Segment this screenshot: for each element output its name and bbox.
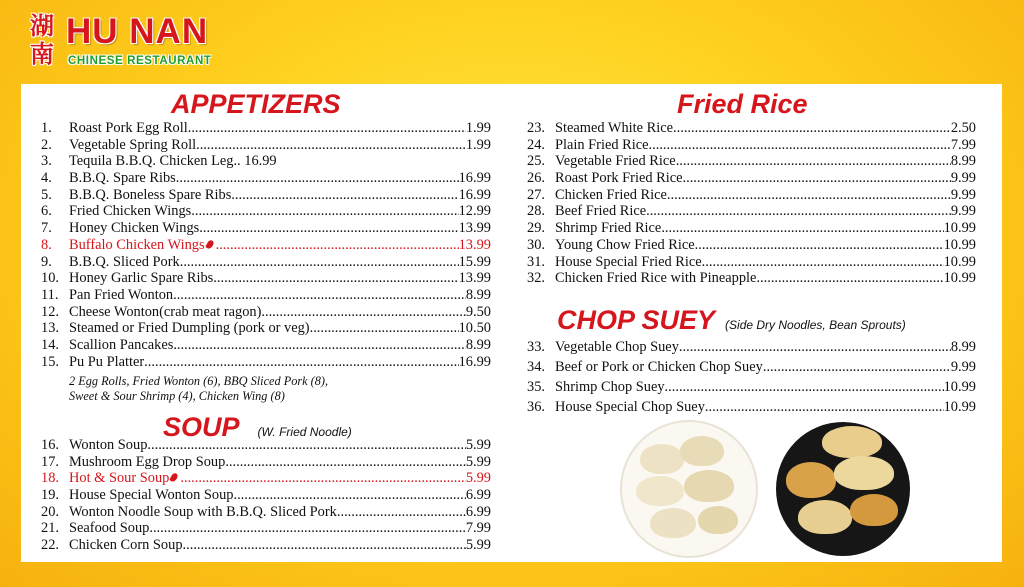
item-price: 10.99	[943, 220, 976, 237]
menu-item	[41, 470, 491, 487]
menu-item	[527, 153, 976, 170]
item-price: 8.99	[950, 153, 976, 170]
dot-leader	[649, 137, 951, 154]
item-number: 22.	[41, 537, 59, 554]
item-number: 5.	[41, 186, 52, 203]
item-name: Chicken Corn Soup	[69, 537, 183, 554]
dot-leader	[310, 320, 459, 337]
menu-item	[41, 170, 491, 187]
menu-item	[41, 270, 491, 287]
item-name: Mushroom Egg Drop Soup	[69, 453, 226, 470]
menu-item	[41, 487, 491, 504]
item-price: 13.99	[458, 270, 491, 287]
menu-item	[527, 254, 976, 271]
item-price: 5.99	[465, 470, 491, 487]
menu-item	[41, 254, 491, 271]
item-name: Honey Chicken Wings	[69, 220, 200, 237]
dot-leader	[702, 254, 944, 271]
item-name: Tequila B.B.Q. Chicken Leg.. 16.99	[69, 153, 277, 170]
item-number: 13.	[41, 320, 59, 337]
item-number: 6.	[41, 203, 52, 220]
item-name: House Special Chop Suey	[555, 399, 705, 415]
item-price: 5.99	[465, 537, 491, 554]
menu-item	[41, 337, 491, 354]
dot-leader	[665, 377, 944, 397]
fried-dumplings-photo	[776, 422, 910, 556]
item-number: 8.	[41, 236, 52, 253]
chop-suey-heading: CHOP SUEY	[557, 305, 716, 335]
item-price: 5.99	[465, 437, 491, 453]
dot-leader	[679, 337, 951, 357]
item-price: 9.99	[950, 359, 976, 375]
item-name: Steamed or Fried Dumpling (pork or veg)	[69, 320, 310, 337]
dot-leader	[147, 437, 465, 454]
item-name: Chicken Fried Rice with Pineapple	[555, 270, 757, 287]
chop-suey-note: (Side Dry Noodles, Bean Sprouts)	[725, 318, 906, 332]
item-number: 12.	[41, 303, 59, 320]
item-number: 31.	[527, 253, 545, 270]
item-price: 12.99	[458, 203, 491, 220]
item-name: Vegetable Chop Suey	[555, 339, 679, 355]
item-name: Scallion Pancakes	[69, 336, 174, 353]
dot-leader	[261, 304, 465, 321]
item-name: Plain Fried Rice	[555, 136, 649, 153]
menu-item	[41, 220, 491, 237]
item-number: 32.	[527, 270, 545, 287]
menu-item	[41, 237, 491, 254]
item-number: 11.	[41, 286, 59, 303]
dot-leader	[199, 220, 458, 237]
item-price: 9.99	[950, 203, 976, 220]
steamed-dumplings-photo	[620, 420, 758, 558]
appetizers-list	[41, 120, 491, 370]
item-number: 1.	[41, 120, 52, 136]
dot-leader	[756, 270, 943, 287]
menu-item	[41, 437, 491, 454]
item-number: 19.	[41, 487, 59, 504]
item-name: House Special Wonton Soup	[69, 487, 234, 504]
chili-pepper-icon	[205, 239, 215, 250]
item-number: 15.	[41, 353, 59, 370]
dot-leader	[176, 170, 459, 187]
item-name: Pu Pu Platter	[69, 353, 145, 370]
platter-desc-line-1: 2 Egg Rolls, Fried Wonton (6), BBQ Sliced Pork (8),	[69, 374, 329, 388]
dot-leader	[705, 397, 944, 417]
dot-leader	[173, 287, 466, 304]
item-price: 5.99	[465, 453, 491, 470]
menu-item	[527, 237, 976, 254]
item-price: 10.99	[943, 236, 976, 253]
item-name: Hot & Sour Soup	[69, 470, 170, 487]
item-price: 15.99	[458, 253, 491, 270]
dot-leader	[661, 220, 943, 237]
item-name: Chicken Fried Rice	[555, 186, 667, 203]
restaurant-name: HU NAN	[66, 12, 209, 51]
dot-leader	[216, 237, 459, 254]
item-number: 14.	[41, 336, 59, 353]
item-price: 8.99	[465, 286, 491, 303]
item-number: 2.	[41, 136, 52, 153]
item-name: Pan Fried Wonton	[69, 286, 174, 303]
item-name: Fried Chicken Wings	[69, 203, 192, 220]
logo	[22, 10, 282, 74]
item-price: 16.99	[458, 353, 491, 370]
item-price: 9.99	[950, 170, 976, 187]
item-number: 27.	[527, 186, 545, 203]
menu-item	[527, 377, 976, 397]
dot-leader	[173, 337, 466, 354]
item-number: 3.	[41, 153, 52, 170]
dot-leader	[337, 504, 466, 521]
item-price: 9.50	[465, 303, 491, 320]
item-number: 30.	[527, 236, 545, 253]
item-price: 1.99	[465, 136, 491, 153]
item-name: Vegetable Spring Roll	[69, 136, 197, 153]
menu-item	[41, 203, 491, 220]
menu-item	[41, 187, 491, 204]
item-number: 29.	[527, 220, 545, 237]
item-price: 16.99	[458, 170, 491, 187]
item-price: 7.99	[950, 136, 976, 153]
item-price: 10.99	[943, 399, 976, 415]
chili-pepper-icon	[170, 472, 180, 483]
item-number: 36.	[527, 399, 545, 415]
item-name: Shrimp Fried Rice	[555, 220, 662, 237]
dot-leader	[213, 270, 458, 287]
soup-heading: SOUP	[163, 412, 240, 442]
dot-leader	[196, 137, 466, 154]
item-name: Buffalo Chicken Wings	[69, 236, 205, 253]
dot-leader	[763, 357, 951, 377]
item-number: 35.	[527, 379, 545, 395]
restaurant-subtitle: CHINESE RESTAURANT	[68, 55, 212, 67]
item-number: 33.	[527, 339, 545, 355]
item-name: Vegetable Fried Rice	[555, 153, 676, 170]
item-number: 20.	[41, 503, 59, 520]
dot-leader	[180, 254, 459, 271]
item-number: 10.	[41, 270, 59, 287]
item-price: 16.99	[458, 186, 491, 203]
chop-suey-header	[557, 305, 906, 335]
item-number: 18.	[41, 470, 59, 487]
item-price: 8.99	[950, 339, 976, 355]
menu-item	[41, 520, 491, 537]
dot-leader	[191, 203, 458, 220]
menu-item	[41, 320, 491, 337]
item-name: Roast Pork Egg Roll	[69, 120, 188, 136]
menu-item	[527, 220, 976, 237]
dot-leader	[673, 120, 951, 137]
item-name: Young Chow Fried Rice	[555, 236, 695, 253]
chop-suey-list	[527, 337, 976, 417]
item-number: 26.	[527, 170, 545, 187]
menu-item	[41, 287, 491, 304]
item-name: Wonton Soup	[69, 437, 148, 453]
platter-desc-line-2: Sweet & Sour Shrimp (4), Chicken Wing (8)	[69, 389, 285, 403]
logo-chinese-characters: 湖南	[30, 12, 54, 68]
item-price: 10.99	[943, 270, 976, 287]
pu-pu-platter-description	[69, 374, 328, 404]
dot-leader	[180, 470, 465, 487]
menu-item	[527, 137, 976, 154]
item-number: 34.	[527, 359, 545, 375]
fried-rice-list	[527, 120, 976, 287]
dot-leader	[695, 237, 944, 254]
menu-item	[527, 337, 976, 357]
menu-item	[527, 120, 976, 137]
item-price: 9.99	[950, 186, 976, 203]
appetizers-heading: APPETIZERS	[171, 89, 341, 119]
item-number: 7.	[41, 220, 52, 237]
item-number: 9.	[41, 253, 52, 270]
item-name: B.B.Q. Boneless Spare Ribs	[69, 186, 232, 203]
dot-leader	[231, 187, 458, 204]
item-number: 4.	[41, 170, 52, 187]
item-price: 6.99	[465, 503, 491, 520]
item-number: 16.	[41, 437, 59, 453]
menu-item	[527, 270, 976, 287]
menu-item	[41, 454, 491, 471]
menu-item	[41, 537, 491, 554]
item-number: 23.	[527, 120, 545, 136]
item-price: 10.99	[943, 379, 976, 395]
menu-item	[527, 357, 976, 377]
item-name: Honey Garlic Spare Ribs	[69, 270, 214, 287]
dot-leader	[676, 153, 951, 170]
item-price: 6.99	[465, 487, 491, 504]
item-number: 21.	[41, 520, 59, 537]
item-price: 10.99	[943, 253, 976, 270]
dot-leader	[646, 203, 951, 220]
item-price: 10.50	[458, 320, 491, 337]
dot-leader	[188, 120, 466, 137]
item-name: House Special Fried Rice	[555, 253, 702, 270]
dot-leader	[149, 520, 465, 537]
item-name: Roast Pork Fried Rice	[555, 170, 683, 187]
item-price: 1.99	[465, 120, 491, 136]
menu-item	[41, 504, 491, 521]
dot-leader	[683, 170, 951, 187]
item-number: 25.	[527, 153, 545, 170]
dot-leader	[667, 187, 951, 204]
item-price: 7.99	[465, 520, 491, 537]
menu-item	[41, 304, 491, 321]
menu-item	[527, 203, 976, 220]
item-price: 13.99	[458, 220, 491, 237]
menu-item	[41, 153, 491, 170]
soup-list	[41, 437, 491, 554]
dot-leader	[233, 487, 465, 504]
menu-item	[41, 137, 491, 154]
dot-leader	[144, 354, 458, 371]
item-name: B.B.Q. Spare Ribs	[69, 170, 176, 187]
dot-leader	[225, 454, 466, 471]
fried-rice-heading: Fried Rice	[677, 89, 808, 119]
item-name: Steamed White Rice	[555, 120, 674, 136]
item-number: 17.	[41, 453, 59, 470]
item-number: 28.	[527, 203, 545, 220]
menu-item	[527, 397, 976, 417]
menu-item	[527, 187, 976, 204]
item-name: Shrimp Chop Suey	[555, 379, 665, 395]
item-name: B.B.Q. Sliced Pork	[69, 253, 180, 270]
item-name: Beef Fried Rice	[555, 203, 647, 220]
menu-item	[41, 354, 491, 371]
menu-item	[527, 170, 976, 187]
item-name: Wonton Noodle Soup with B.B.Q. Sliced Pork	[69, 503, 337, 520]
item-price: 2.50	[950, 120, 976, 136]
item-price: 8.99	[465, 336, 491, 353]
item-name: Cheese Wonton(crab meat ragon)	[69, 303, 262, 320]
item-name: Beef or Pork or Chicken Chop Suey	[555, 359, 763, 375]
menu-item	[41, 120, 491, 137]
dot-leader	[183, 537, 466, 554]
item-number: 24.	[527, 136, 545, 153]
item-price: 13.99	[458, 236, 491, 253]
soup-note: (W. Fried Noodle)	[257, 425, 352, 439]
item-name: Seafood Soup	[69, 520, 150, 537]
